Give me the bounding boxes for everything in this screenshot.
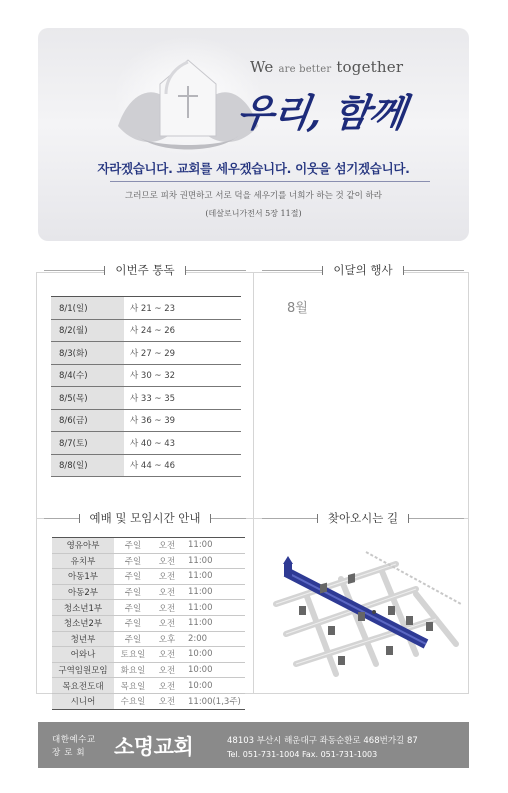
worship-row <box>52 584 245 600</box>
reading-passage: 사 27 ~ 29 <box>124 342 241 365</box>
reading-date: 8/3(화) <box>51 342 124 365</box>
directions-section-title: 찾아오시는 길 <box>262 511 464 525</box>
worship-row <box>52 553 245 569</box>
calligraphy-title: 우리, 함께 <box>234 90 409 135</box>
tagline: We are better together <box>250 58 404 76</box>
worship-day: 주일 <box>114 569 152 585</box>
worship-time: 10:00 <box>182 678 245 694</box>
worship-row <box>52 600 245 616</box>
worship-ampm: 오전 <box>152 600 182 616</box>
reading-date: 8/1(일) <box>51 297 124 320</box>
worship-row <box>52 662 245 678</box>
reading-row <box>51 342 241 365</box>
worship-day: 주일 <box>114 553 152 569</box>
worship-row <box>52 569 245 585</box>
bible-verse: 그러므로 피차 권면하고 서로 덕을 세우기를 너희가 하는 것 같이 하라 <box>125 191 382 201</box>
church-footer <box>38 722 469 768</box>
reading-passage: 사 33 ~ 35 <box>124 387 241 410</box>
grid-vertical-divider <box>253 272 254 694</box>
worship-group-name: 청소년1부 <box>52 600 114 616</box>
worship-row <box>52 693 245 709</box>
church-address: 48103 부산시 해운대구 좌동순환로 468번가길 87 <box>227 736 418 746</box>
location-map <box>266 534 466 689</box>
worship-time: 11:00 <box>182 615 245 631</box>
church-motto: 자라겠습니다. 교회를 세우겠습니다. 이웃을 섬기겠습니다. <box>97 161 410 176</box>
worship-group-name: 청소년2부 <box>52 615 114 631</box>
reading-passage: 사 40 ~ 43 <box>124 432 241 455</box>
sect-label: 장로회 <box>52 748 89 758</box>
worship-row <box>52 538 245 554</box>
worship-row <box>52 615 245 631</box>
worship-day: 주일 <box>114 584 152 600</box>
worship-ampm: 오전 <box>152 569 182 585</box>
worship-ampm: 오후 <box>152 631 182 647</box>
worship-day: 화요일 <box>114 662 152 678</box>
worship-day: 주일 <box>114 538 152 554</box>
worship-time: 11:00 <box>182 538 245 554</box>
worship-group-name: 영유아부 <box>52 538 114 554</box>
reading-row <box>51 387 241 410</box>
worship-group-name: 구역임원모임 <box>52 662 114 678</box>
worship-time: 11:00 <box>182 569 245 585</box>
reading-date: 8/6(금) <box>51 409 124 432</box>
worship-time: 10:00 <box>182 662 245 678</box>
reading-row <box>51 432 241 455</box>
events-month: 8월 <box>287 301 308 316</box>
worship-ampm: 오전 <box>152 553 182 569</box>
reading-date: 8/8(일) <box>51 454 124 477</box>
bible-verse-reference: (데살로니가전서 5장 11절) <box>205 209 302 218</box>
reading-passage: 사 30 ~ 32 <box>124 364 241 387</box>
reading-row <box>51 364 241 387</box>
reading-section-title: 이번주 통독 <box>44 263 246 277</box>
worship-day: 수요일 <box>114 693 152 709</box>
worship-ampm: 오전 <box>152 678 182 694</box>
denomination-label: 대한예수교 <box>52 735 96 745</box>
worship-time: 11:00 <box>182 600 245 616</box>
worship-group-name: 시니어 <box>52 693 114 709</box>
worship-row <box>52 631 245 647</box>
worship-day: 주일 <box>114 615 152 631</box>
church-name: 소명교회 <box>114 735 194 759</box>
worship-group-name: 청년부 <box>52 631 114 647</box>
worship-row <box>52 678 245 694</box>
reading-date: 8/2(월) <box>51 319 124 342</box>
worship-ampm: 오전 <box>152 615 182 631</box>
motto-divider <box>110 181 430 182</box>
reading-date: 8/4(수) <box>51 364 124 387</box>
reading-row <box>51 454 241 477</box>
worship-group-name: 유치부 <box>52 553 114 569</box>
worship-row <box>52 647 245 663</box>
reading-date: 8/7(토) <box>51 432 124 455</box>
worship-time: 11:00(1,3주) <box>182 693 245 709</box>
worship-time: 11:00 <box>182 553 245 569</box>
worship-day: 목요일 <box>114 678 152 694</box>
worship-group-name: 아동2부 <box>52 584 114 600</box>
reading-date: 8/5(목) <box>51 387 124 410</box>
worship-day: 토요일 <box>114 647 152 663</box>
reading-row <box>51 409 241 432</box>
worship-group-name: 목요전도대 <box>52 678 114 694</box>
reading-passage: 사 36 ~ 39 <box>124 409 241 432</box>
reading-row <box>51 297 241 320</box>
worship-day: 주일 <box>114 600 152 616</box>
events-section-title: 이달의 행사 <box>262 263 464 277</box>
worship-ampm: 오전 <box>152 662 182 678</box>
reading-passage: 사 24 ~ 26 <box>124 319 241 342</box>
worship-section-title: 예배 및 모임시간 안내 <box>44 511 246 525</box>
header-banner <box>38 28 469 241</box>
reading-passage: 사 44 ~ 46 <box>124 454 241 477</box>
reading-schedule-table <box>51 296 241 477</box>
church-contact: Tel. 051-731-1004 Fax. 051-731-1003 <box>227 750 378 759</box>
reading-row <box>51 319 241 342</box>
reading-passage: 사 21 ~ 23 <box>124 297 241 320</box>
worship-group-name: 아동1부 <box>52 569 114 585</box>
worship-group-name: 어와나 <box>52 647 114 663</box>
worship-schedule-table <box>52 537 245 710</box>
worship-ampm: 오전 <box>152 647 182 663</box>
worship-time: 2:00 <box>182 631 245 647</box>
worship-time: 11:00 <box>182 584 245 600</box>
worship-ampm: 오전 <box>152 584 182 600</box>
worship-time: 10:00 <box>182 647 245 663</box>
worship-day: 주일 <box>114 631 152 647</box>
worship-ampm: 오전 <box>152 538 182 554</box>
worship-ampm: 오전 <box>152 693 182 709</box>
